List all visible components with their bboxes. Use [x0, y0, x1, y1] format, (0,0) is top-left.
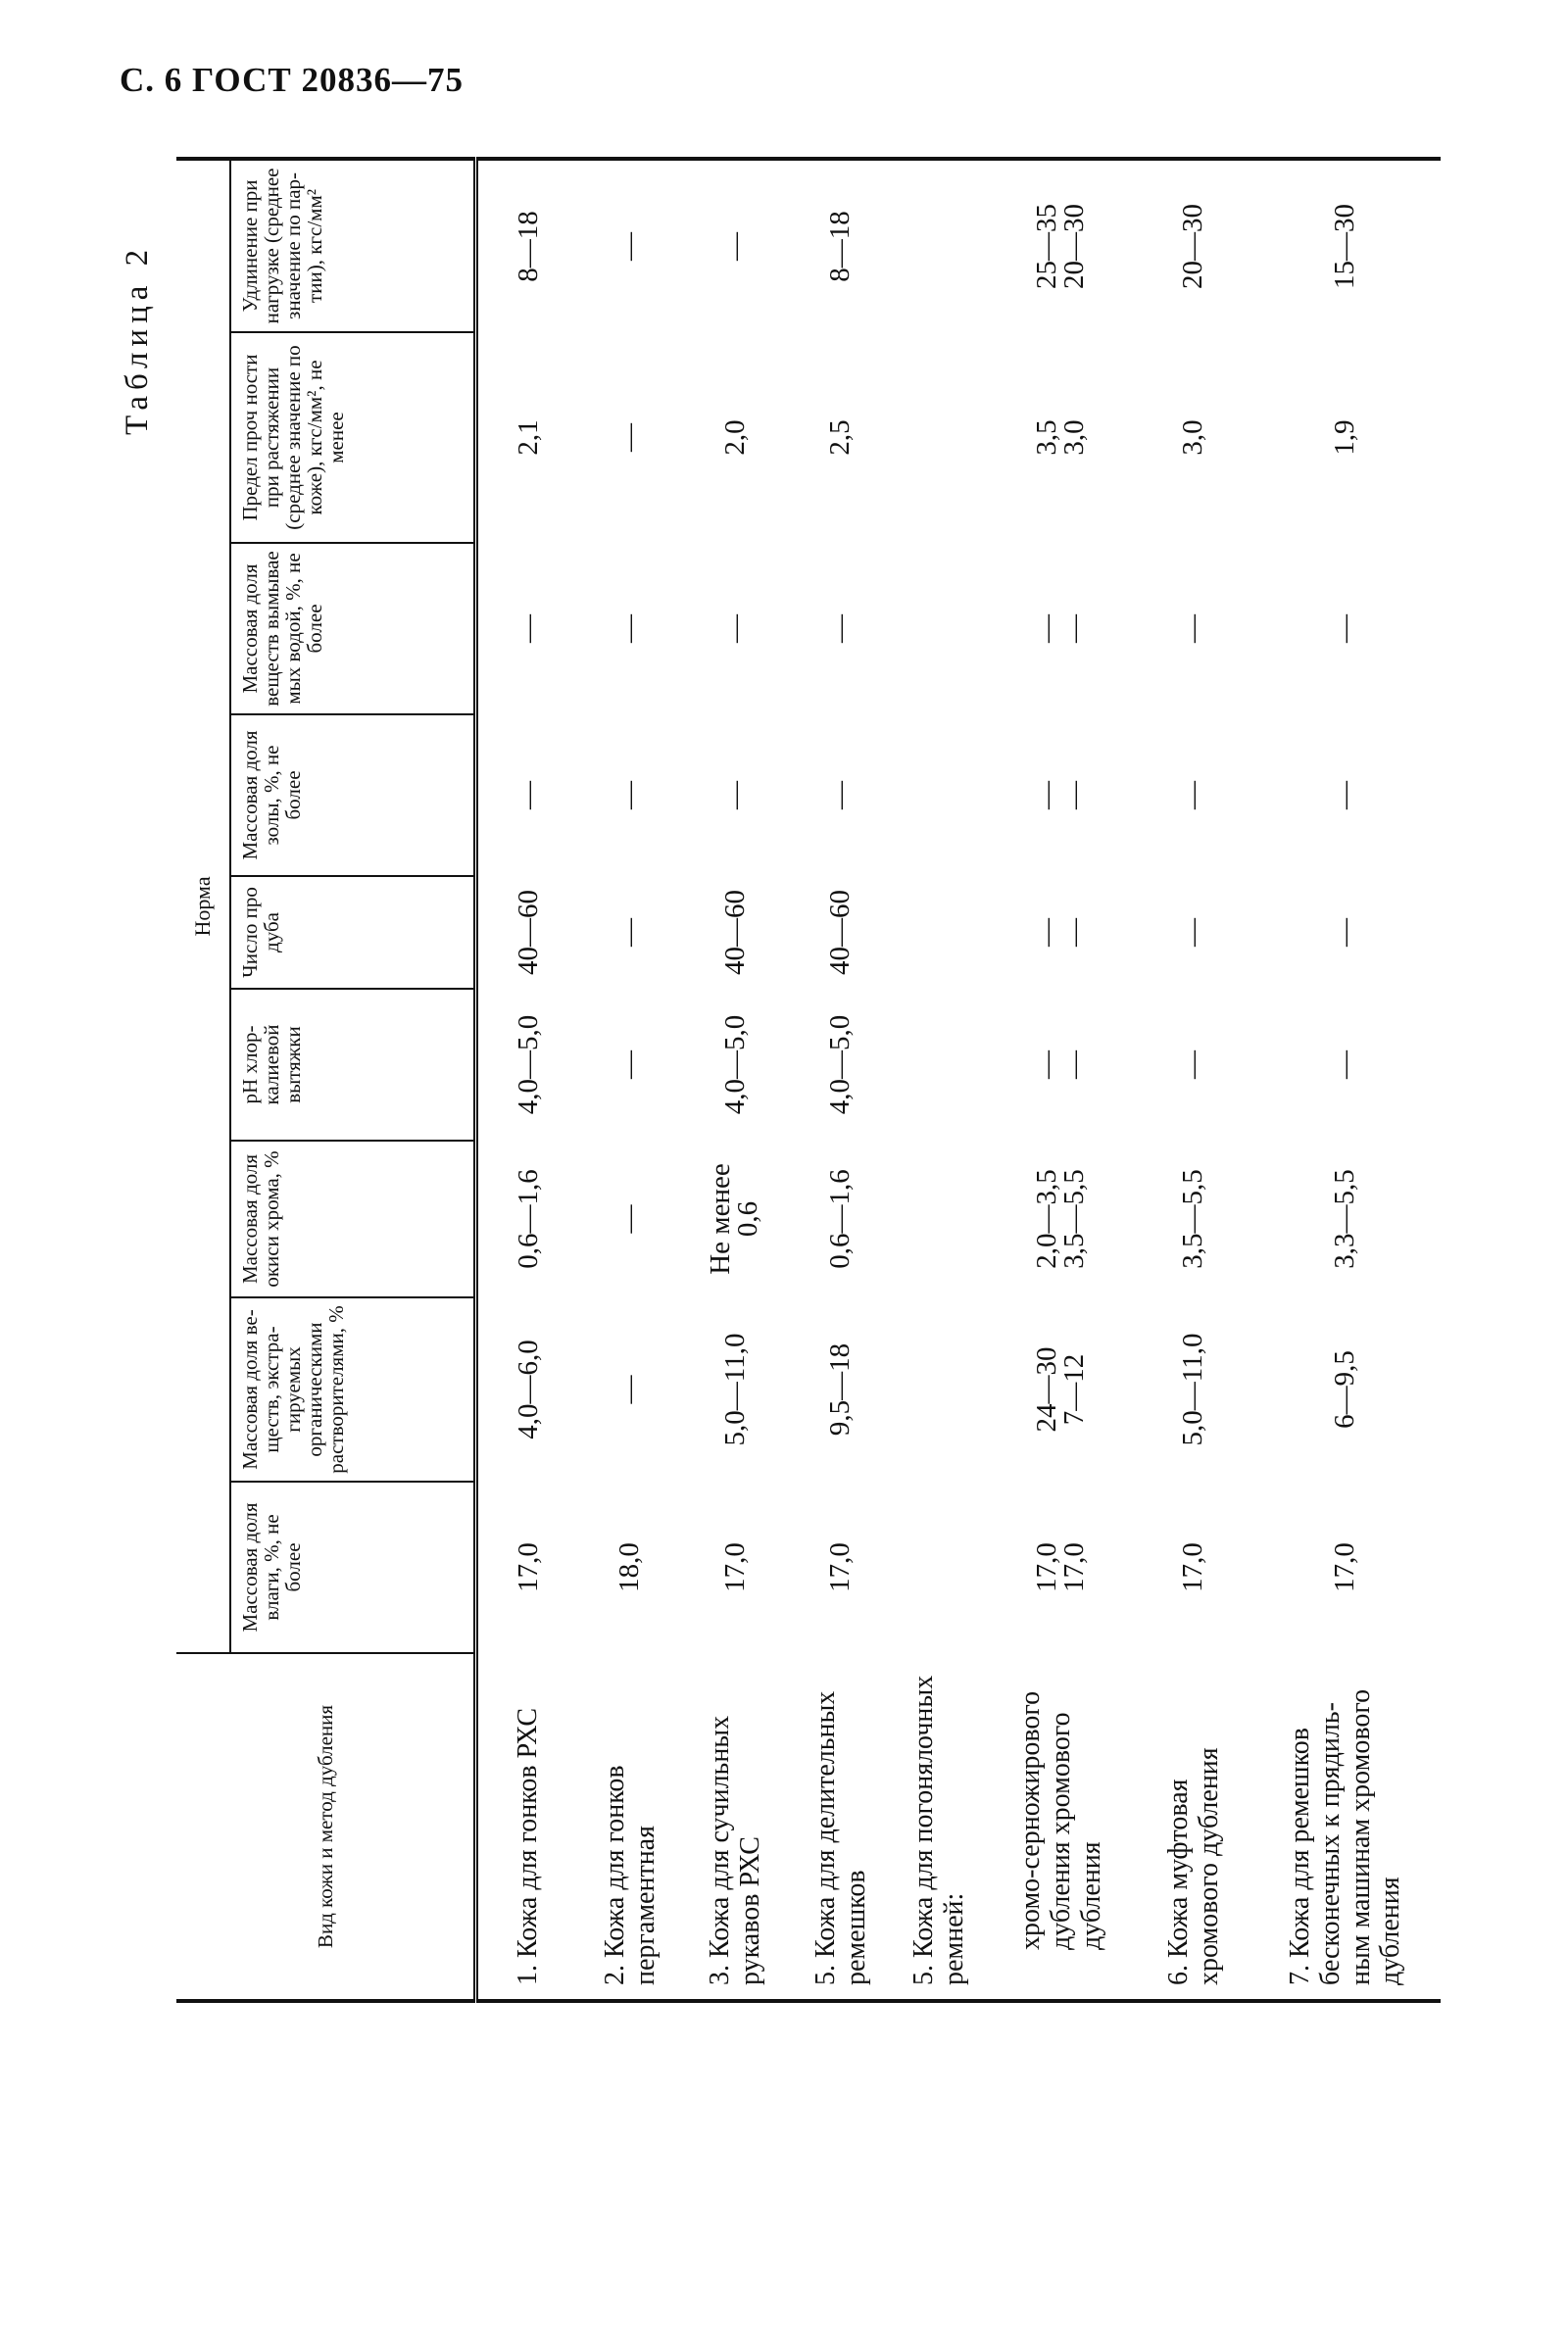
- cell: [892, 714, 985, 876]
- cell: —: [1329, 614, 1361, 643]
- cell: 17,0 17,0: [1030, 1542, 1090, 1592]
- header-col-ph: рН хлоркалиевой вытяжки: [230, 989, 475, 1141]
- table-row: [475, 159, 578, 2001]
- cell: —: [1177, 1050, 1209, 1079]
- cell: —: [613, 231, 646, 261]
- cell: 9,5—18: [824, 1342, 857, 1437]
- cell: [892, 543, 985, 714]
- cell: —: [718, 614, 751, 643]
- cell: 0,6—1,6: [512, 1169, 544, 1269]
- cell: —: [613, 1050, 646, 1079]
- cell: —: [613, 918, 646, 947]
- cell: 25—35 20—30: [1030, 203, 1090, 289]
- cell: 0,6—1,6: [824, 1169, 857, 1269]
- cell: 2,1: [512, 419, 544, 456]
- cell: 17,0: [718, 1542, 751, 1592]
- cell: —: [613, 1204, 646, 1234]
- cell: —: [613, 781, 646, 809]
- row-name: 1. Кожа для гонков РХС: [513, 1707, 544, 1985]
- cell: [892, 159, 985, 332]
- header-col-chrome-oxide: Массовая доля окиси хрома, %: [230, 1141, 475, 1297]
- cell: —: [1177, 781, 1209, 809]
- table-caption: Таблица 2: [120, 243, 155, 435]
- cell: 3,0: [1177, 419, 1209, 456]
- cell: [892, 1482, 985, 1653]
- cell: 3,5—5,5: [1177, 1169, 1209, 1269]
- cell: —: [613, 1375, 646, 1404]
- table-body: [475, 159, 1441, 2001]
- cell: 2,0—3,5 3,5—5,5: [1030, 1169, 1090, 1269]
- table-row: [578, 159, 681, 2001]
- cell: 5,0—11,0: [1177, 1333, 1209, 1446]
- cell: 40—60: [718, 890, 751, 975]
- data-table: [176, 157, 1441, 2003]
- cell: 40—60: [824, 890, 857, 975]
- cell: —: [1329, 781, 1361, 809]
- cell: —: [1177, 918, 1209, 947]
- row-name: 5. Кожа для делительных ремешков: [809, 1690, 871, 1985]
- cell: 4,0—5,0: [718, 1014, 751, 1115]
- row-name: 2. Кожа для гонков пергаментная: [599, 1765, 661, 1985]
- cell: [892, 1141, 985, 1297]
- header-col-water-soluble: Массовая доля веществ вымывае мых водой, %, не более: [230, 543, 475, 714]
- cell: — —: [1030, 918, 1090, 947]
- cell: — —: [1030, 614, 1090, 643]
- cell: [892, 332, 985, 543]
- cell: 20—30: [1177, 203, 1209, 289]
- cell: —: [613, 423, 646, 452]
- header-type: Вид кожи и метод дубления: [176, 1653, 475, 2001]
- page-header: С. 6 ГОСТ 20836—75: [120, 61, 464, 99]
- cell: —: [1329, 918, 1361, 947]
- header-norma: Норма: [176, 159, 230, 1653]
- cell: —: [718, 231, 751, 261]
- cell: —: [512, 614, 544, 643]
- cell: 17,0: [512, 1542, 544, 1592]
- cell: 17,0: [824, 1542, 857, 1592]
- header-col-tanning-number: Число про дуба: [230, 876, 475, 989]
- cell: 6—9,5: [1329, 1350, 1361, 1429]
- table-row: [892, 159, 985, 2001]
- row-name: 6. Кожа муфтовая хромового дубления: [1162, 1747, 1224, 1985]
- cell: 18,0: [613, 1542, 646, 1592]
- cell: 17,0: [1329, 1542, 1361, 1592]
- cell: 8—18: [512, 211, 544, 282]
- cell: —: [1177, 614, 1209, 643]
- cell: —: [512, 781, 544, 809]
- table-row: [789, 159, 892, 2001]
- cell: —: [613, 614, 646, 643]
- cell: —: [1329, 1050, 1361, 1079]
- header-col-ash: Массовая доля золы, %, не более: [230, 714, 475, 876]
- cell: 4,0—5,0: [512, 1014, 544, 1115]
- cell: 1,9: [1329, 419, 1361, 456]
- row-name: хромо-серножирового дубления хромового дубления: [1015, 1690, 1106, 1950]
- header-col-moisture: Массовая доля влаги, %, не более: [230, 1482, 475, 1653]
- cell: 8—18: [824, 211, 857, 282]
- cell: 15—30: [1329, 203, 1361, 289]
- cell: [892, 876, 985, 989]
- cell: [892, 989, 985, 1141]
- cell: 5,0—11,0: [718, 1333, 751, 1446]
- table-row: [681, 159, 789, 2001]
- table-row: [1137, 159, 1250, 2001]
- cell: 3,3—5,5: [1329, 1169, 1361, 1269]
- cell: Не менее 0,6: [705, 1163, 763, 1275]
- cell: —: [824, 614, 857, 643]
- cell: — —: [1030, 1050, 1090, 1079]
- cell: 40—60: [512, 890, 544, 975]
- cell: —: [718, 781, 751, 809]
- cell: [892, 1297, 985, 1482]
- header-col-extractable: Массовая доля веществ, экстрагируемых органическими растворителями, %: [230, 1297, 475, 1482]
- cell: 2,0: [718, 419, 751, 456]
- cell: 17,0: [1177, 1542, 1209, 1592]
- row-name: 3. Кожа для сучильных рукавов РХС: [705, 1715, 765, 1985]
- cell: — —: [1030, 781, 1090, 809]
- row-name: 7. Кожа для ремешков бесконечных к прядильным машинам хромового дубления: [1284, 1688, 1406, 1985]
- cell: 4,0—5,0: [824, 1014, 857, 1115]
- header-col-elongation: Удлинение при нагрузке (среднее значение по партии), кгс/мм²: [230, 159, 475, 332]
- table-row: [1250, 159, 1441, 2001]
- cell: 24—30 7—12: [1030, 1346, 1090, 1433]
- header-col-tensile-strength: Предел проч ности при растяжении (среднее значение по коже), кгс/мм², не менее: [230, 332, 475, 543]
- cell: 2,5: [824, 419, 857, 456]
- cell: 4,0—6,0: [512, 1340, 544, 1439]
- table-row: [985, 159, 1137, 2001]
- row-name: 5. Кожа для погонялочных ремней:: [907, 1675, 969, 1985]
- cell: —: [824, 781, 857, 809]
- cell: 3,5 3,0: [1030, 419, 1090, 456]
